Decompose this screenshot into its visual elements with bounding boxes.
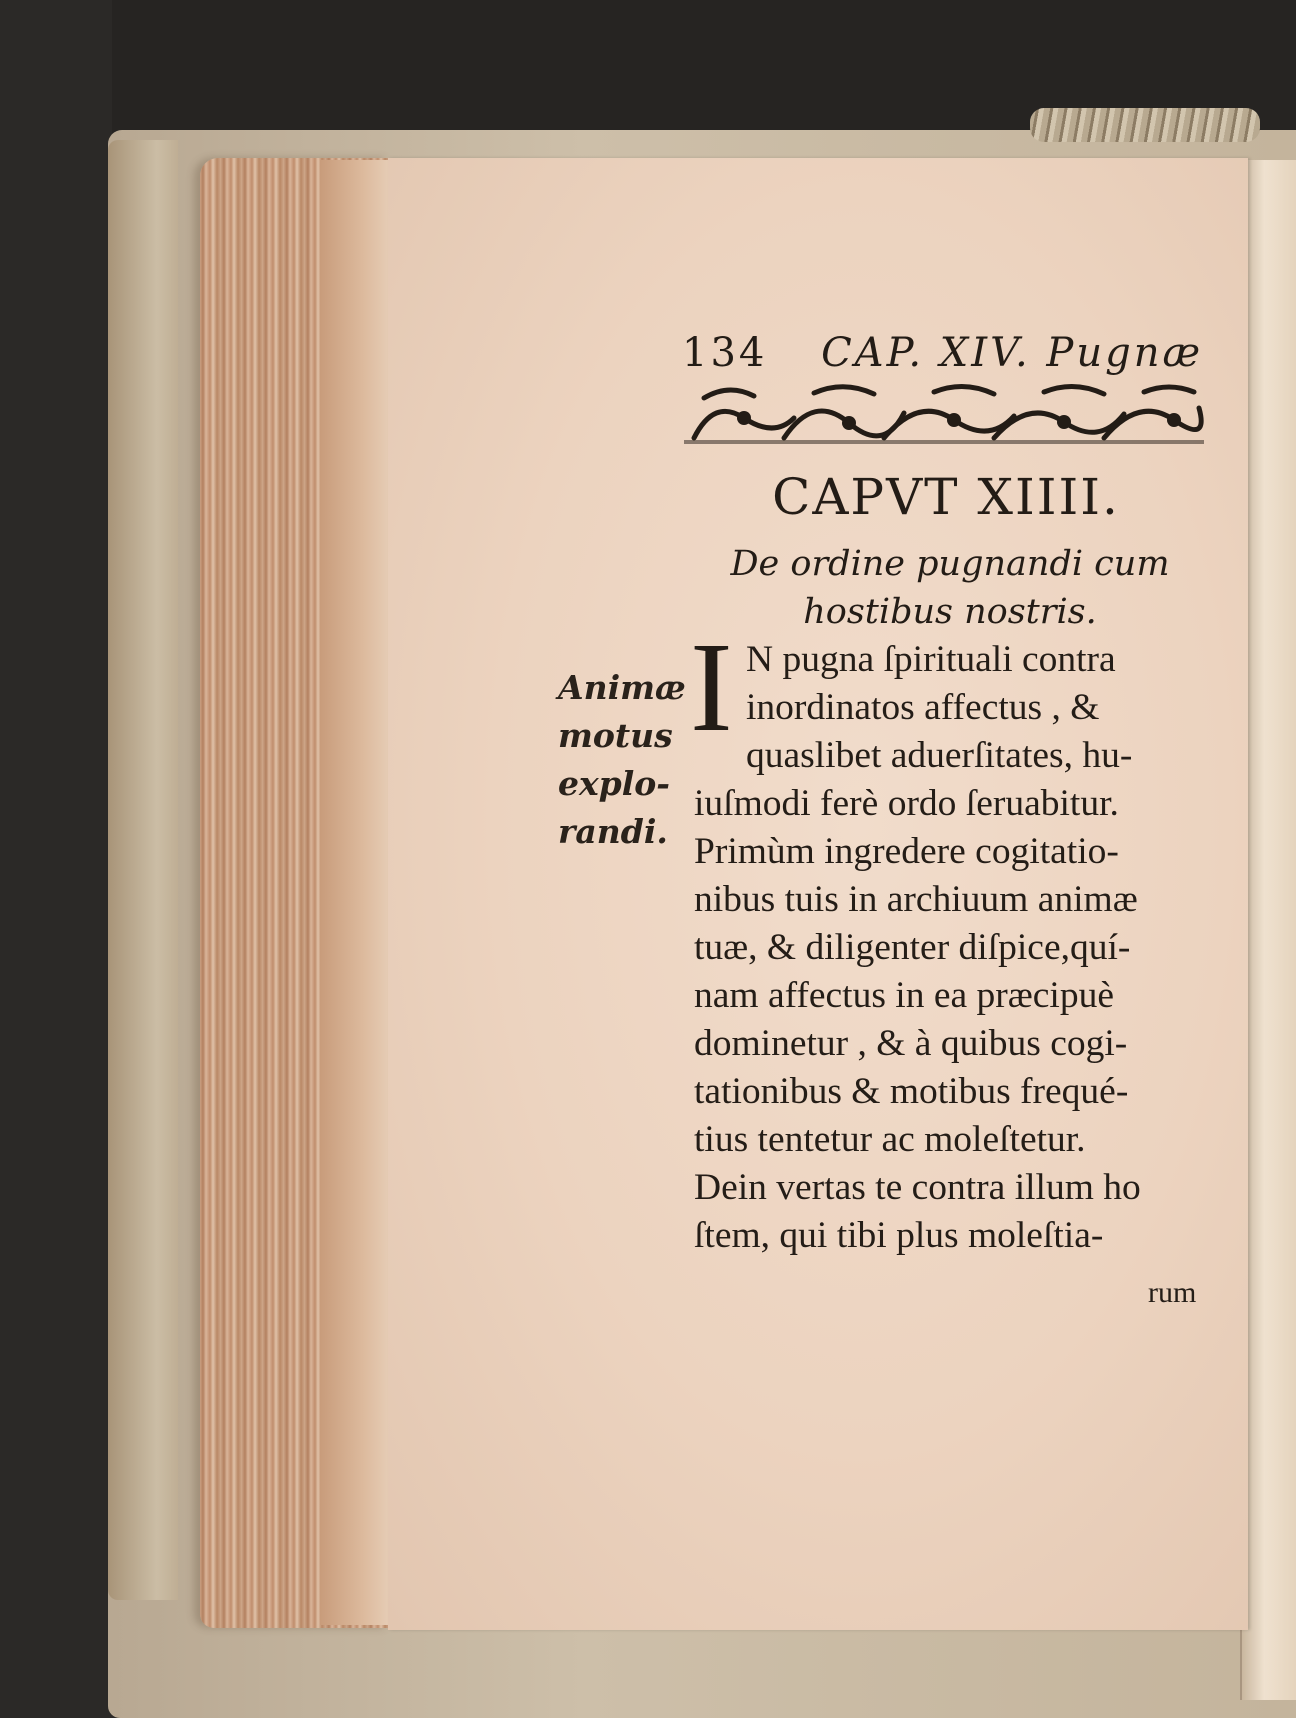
facing-page-edge <box>1240 160 1296 1700</box>
ornament-band <box>684 378 1204 452</box>
page-edges-inner <box>320 160 390 1625</box>
body-line: inordinatos affectus , & <box>746 687 1100 728</box>
body-text <box>694 636 1210 1260</box>
chapter-subtitle: De ordine pugnandi cum hostibus nostris. <box>730 544 1170 632</box>
body-line: tationibus & motibus frequé- <box>694 1071 1129 1112</box>
backdrop-left <box>0 0 112 1718</box>
body-line: quaslibet aduerſitates, hu- <box>746 735 1133 776</box>
folio-number: 134 <box>682 330 768 376</box>
book-spine <box>108 140 178 1600</box>
body-line: tius tentetur ac moleſtetur. <box>694 1119 1086 1160</box>
body-line: dominetur , & à quibus cogi- <box>694 1023 1128 1064</box>
chapter-title: CAPVT XIIII. <box>772 468 1120 526</box>
body-line: ſtem, qui tibi plus moleſtia- <box>694 1215 1104 1256</box>
marginal-line: randi. <box>558 812 668 851</box>
body-line: Primùm ingredere cogitatio- <box>694 831 1119 872</box>
running-head <box>682 330 1203 376</box>
binding-thread <box>1030 108 1260 142</box>
running-head-title: CAP. XIV. Pugnæ <box>821 330 1204 376</box>
body-line: nibus tuis in archiuum animæ <box>694 879 1138 920</box>
marginal-line: Animæ <box>558 668 686 707</box>
drop-capital: I <box>690 616 733 758</box>
marginal-line: explo- <box>558 764 670 803</box>
body-line: tuæ, & diligenter diſpice,quí- <box>694 927 1131 968</box>
body-line: nam affectus in ea præcipuè <box>694 975 1114 1016</box>
catchword: rum <box>1148 1276 1197 1309</box>
marginal-line: motus <box>558 716 673 755</box>
body-line: iuſmodi ferè ordo ſeruabitur. <box>694 783 1119 824</box>
body-line: N pugna ſpirituali contra <box>746 639 1116 680</box>
body-line: Dein vertas te contra illum ho <box>694 1167 1141 1208</box>
marginal-note <box>558 664 686 856</box>
